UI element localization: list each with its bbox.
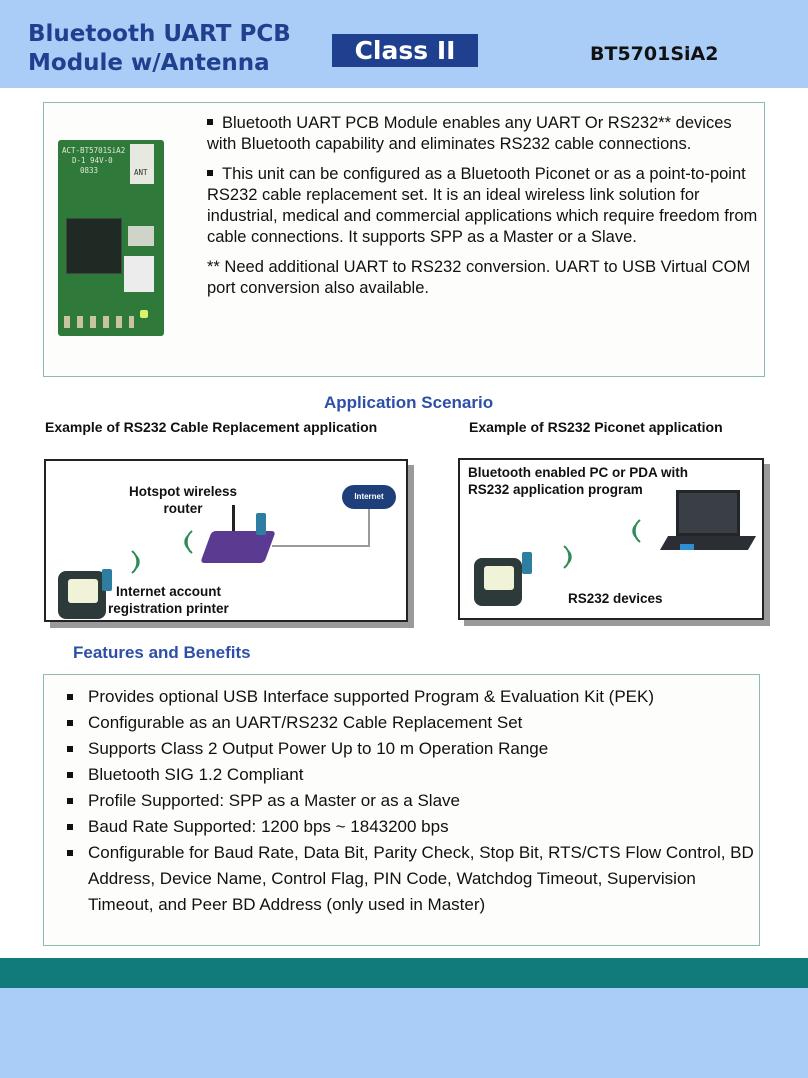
wireless-signal-icon [124, 547, 154, 577]
rs232-devices-label: RS232 devices [568, 591, 663, 606]
piconet-diagram [458, 458, 764, 620]
intro-note: ** Need additional UART to RS232 conversion. UART to USB Virtual COM port conversion also available. [207, 258, 751, 297]
feature-item: Supports Class 2 Output Power Up to 10 m Operation Range [66, 736, 756, 762]
class-badge: Class II [332, 34, 478, 67]
router-label: Hotspot wireless router [128, 484, 238, 516]
bullet-square-icon [207, 119, 213, 125]
cable-replacement-heading: Example of RS232 Cable Replacement application [45, 419, 378, 435]
pcb-antenna [130, 144, 154, 184]
wireless-signal-icon [170, 527, 200, 557]
features-list [66, 684, 756, 918]
piconet-heading: Example of RS232 Piconet application [469, 419, 723, 435]
laptop-base [660, 536, 756, 550]
pcb-led [140, 310, 148, 318]
pcb-component [124, 256, 154, 292]
footer [0, 988, 808, 1078]
network-wire [368, 509, 370, 545]
application-scenario-title: Application Scenario [324, 393, 494, 412]
feature-item: Configurable for Baud Rate, Data Bit, Parity Check, Stop Bit, RTS/CTS Flow Control, BD Address, Device Name, Control Flag, PIN Code, Watchdog Timeout, Supervision Timeout, and Peer BD Address (only used in Master) [66, 840, 756, 918]
feature-item: Bluetooth SIG 1.2 Compliant [66, 762, 756, 788]
cable-replacement-diagram [44, 459, 408, 622]
intro-text [207, 113, 765, 308]
wireless-router-icon [200, 531, 276, 563]
pc-label: Bluetooth enabled PC or PDA with RS232 application program [468, 465, 689, 497]
laptop-icon [676, 490, 740, 536]
intro-bullet-1: Bluetooth UART PCB Module enables any UART Or RS232** devices with Bluetooth capability and eliminates RS232 cable connections. [207, 114, 732, 153]
title-line-2: Module w/Antenna [28, 50, 270, 76]
footer-band [0, 958, 808, 988]
pcb-pin-pads [64, 316, 134, 328]
feature-item: Baud Rate Supported: 1200 bps ~ 1843200 bps [66, 814, 756, 840]
bullet-square-icon [207, 170, 213, 176]
feature-item: Profile Supported: SPP as a Master or as a Slave [66, 788, 756, 814]
usb-dongle-icon [680, 544, 694, 550]
feature-item: Provides optional USB Interface supported Program & Evaluation Kit (PEK) [66, 684, 756, 710]
internet-cloud-icon: Internet [342, 485, 396, 509]
pcb-label-rating: D-1 94V-0 [72, 156, 113, 165]
document-title [28, 20, 291, 78]
features-title: Features and Benefits [73, 643, 251, 662]
wireless-signal-icon [556, 542, 586, 572]
wireless-signal-icon [618, 516, 648, 546]
model-number: BT5701SiA2 [590, 43, 719, 65]
pcb-label-ant: ANT [134, 168, 148, 177]
intro-bullet-2: This unit can be configured as a Bluetooth Piconet or as a point-to-point RS232 cable replacement set. It is an ideal wireless link solution for industrial, medical and commercial applications which require freedom from cable connections. It supports SPP as a Master or a Slave. [207, 165, 758, 246]
title-line-1: Bluetooth UART PCB [28, 21, 291, 47]
pcb-component [128, 226, 154, 246]
printer-icon [58, 571, 106, 619]
pcb-main-chip [66, 218, 122, 274]
bluetooth-dongle-icon [522, 552, 532, 574]
printer-label: Internet account registration printer [108, 584, 229, 616]
pcb-label-code: 0833 [80, 166, 99, 175]
feature-item: Configurable as an UART/RS232 Cable Replacement Set [66, 710, 756, 736]
network-wire [272, 545, 370, 547]
rs232-device-icon [474, 558, 522, 606]
bluetooth-dongle-icon [256, 513, 266, 535]
pcb-module-image [58, 140, 164, 336]
pcb-label-model: ACT-BT5701SiA2 [62, 146, 126, 155]
